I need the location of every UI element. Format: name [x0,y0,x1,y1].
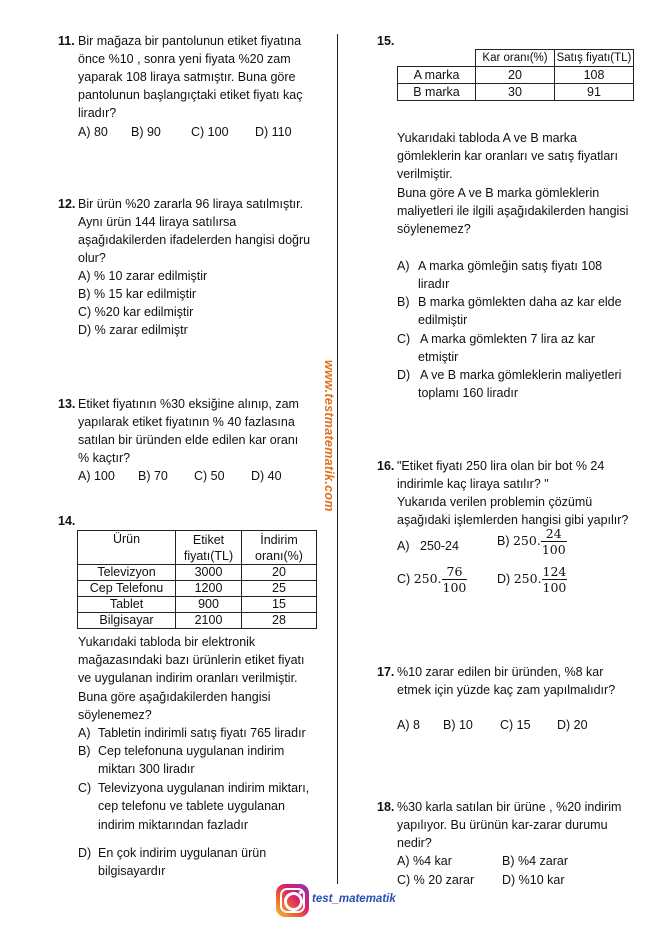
question-text: Buna göre aşağıdakilerden hangisi [78,690,271,704]
option-text: cep telefonu ve tablete uygulanan [98,799,285,813]
option-base: 250. [513,570,542,586]
option-label: B) [497,533,510,548]
question-text: Yukarıda verilen problemin çözümü [397,495,593,509]
option-text: En çok indirim uygulanan ürün [98,846,267,860]
option-d[interactable]: D) 40 [251,469,282,483]
table-row [398,67,634,84]
option-text: indirim miktarından fazladır [98,818,249,832]
question-text: pantolunun başlangıçtaki etiket fiyatı kaç [78,88,303,102]
option-label: C) [397,571,411,586]
option-text: B marka gömlekten daha az kar elde [418,295,622,309]
question-number: 17. [377,665,395,679]
question-text: % kaçtır? [78,451,131,465]
option-d[interactable]: D) %10 kar [502,873,565,887]
question-text: mağazasındaki bazı ürünlerin etiket fiyatı [78,653,305,667]
question-text: gömleklerin kar oranları ve satış fiyatları [397,149,618,163]
table-cell: 1200 [176,581,242,597]
question-text: Yukarıdaki tabloda bir elektronik [78,635,256,649]
option-c[interactable]: C) %20 kar edilmiştir [78,305,194,319]
option-d[interactable]: D) 110 [255,125,292,139]
table-cell: 28 [242,613,317,629]
option-d[interactable] [497,564,567,595]
table-cell: 15 [242,597,317,613]
table-row [398,84,634,101]
question-text: etmek için yüzde kaç zam yapılmalıdır? [397,683,616,697]
option-b[interactable]: B) 10 [443,718,473,732]
option-c[interactable] [397,564,467,595]
option-a[interactable]: A) 80 [78,125,108,139]
option-d[interactable]: D) % zarar edilmiştr [78,323,188,337]
option-label: D) [397,368,411,382]
question-text: yaparak 108 liraya satmıştır. Buna göre [78,70,296,84]
option-label: B) [78,744,91,758]
table-header: Ürün [78,531,176,565]
question-text: satılan bir üründen elde edilen kar oranı [78,433,299,447]
fraction: $\frac{24}{100}$ [541,526,566,557]
table-header [398,50,476,67]
option-b[interactable]: B) % 15 kar edilmiştir [78,287,197,301]
fraction: $\frac{76}{100}$ [442,564,467,595]
option-b[interactable]: B) 90 [131,125,161,139]
option-text: A marka gömlekten 7 lira az kar [420,332,596,346]
column-divider [337,34,338,884]
option-text: toplamı 160 liradır [418,386,519,400]
question-text: önce %10 , sonra yeni fiyata %20 zam [78,52,291,66]
question-text: maliyetleri ile ilgili aşağıdakilerden hangisi [397,204,629,218]
question-number: 15. [377,34,395,48]
table-cell: Televizyon [78,565,176,581]
option-label: A) [397,539,410,553]
table-header: Kar oranı(%) [476,50,555,67]
option-text: A marka gömleğin satış fiyatı 108 [418,259,603,273]
table-header: Etiket fiyatı(TL) [176,531,242,565]
question-text: söylenemez? [397,222,471,236]
table-cell: 3000 [176,565,242,581]
table-cell: B marka [398,84,476,101]
option-label: B) [397,295,410,309]
option-text: bilgisayardır [98,864,166,878]
option-d[interactable]: D) 20 [557,718,588,732]
table-cell: 2100 [176,613,242,629]
question-text: aşağıdaki işlemlerden hangisi gibi yapılır? [397,513,629,527]
watermark: www.testmatematik.com [322,360,336,512]
question-number: 12. [58,197,76,211]
question-text: Etiket fiyatının %30 eksiğine alınıp, zam [78,397,299,411]
option-base: 250. [512,532,541,548]
option-c[interactable]: C) 100 [191,125,229,139]
question-text: Bir ürün %20 zararla 96 liraya satılmıştır. [78,197,304,211]
option-text: edilmiştir [418,313,468,327]
option-text: etmiştir [418,350,459,364]
table-cell: Tablet [78,597,176,613]
option-label: A) [78,726,91,740]
option-a[interactable]: A) %4 kar [397,854,452,868]
question-number: 16. [377,459,395,473]
question-text: %30 karla satılan bir ürüne , %20 indirim [397,800,622,814]
table-cell: 108 [555,67,634,84]
table-row [78,613,317,629]
option-a[interactable]: A) % 10 zarar edilmiştir [78,269,208,283]
question-text: aşağıdakilerden ifadelerden hangisi doğru [78,233,311,247]
option-text: miktarı 300 liradır [98,762,195,776]
question-text: söylenemez? [78,708,152,722]
question-text: indirimle kaç liraya satılır? " [397,477,549,491]
table-cell: 900 [176,597,242,613]
option-a[interactable]: A) 8 [397,718,420,732]
instagram-handle[interactable]: test_matematik [312,893,396,905]
table-row [78,581,317,597]
option-a[interactable]: A) 100 [78,469,115,483]
table-cell: 25 [242,581,317,597]
question-text: nedir? [397,836,432,850]
option-base: 250. [413,570,442,586]
table-cell: 20 [476,67,555,84]
product-table [77,530,317,629]
option-text: Cep telefonuna uygulanan indirim [98,744,285,758]
question-text: Bir mağaza bir pantolunun etiket fiyatına [78,34,302,48]
table-header: Satış fiyatı(TL) [555,50,634,67]
fraction: $\frac{124}{100}$ [542,564,567,595]
option-c[interactable]: C) 50 [194,469,225,483]
option-b[interactable]: B) 70 [138,469,168,483]
table-row [78,597,317,613]
question-text: liradır? [78,106,117,120]
table-row [78,565,317,581]
question-number: 13. [58,397,76,411]
question-text: verilmiştir. [397,167,453,181]
option-label: C) [78,781,92,795]
question-text: yapılıyor. Bu ürünün kar-zarar durumu [397,818,608,832]
option-c[interactable]: C) 15 [500,718,531,732]
question-text: Yukarıdaki tabloda A ve B marka [397,131,577,145]
question-text: yapılarak etiket fiyatının % 40 fazlasına [78,415,295,429]
option-label: D) [78,846,92,860]
table-cell: 20 [242,565,317,581]
question-number: 11. [58,34,75,48]
option-label: A) [397,259,410,273]
option-label: D) [497,571,511,586]
option-text: A ve B marka gömleklerin maliyetleri [420,368,622,382]
option-label: C) [397,332,411,346]
brand-table [397,49,634,101]
question-text: olur? [78,251,106,265]
question-text: Aynı ürün 144 liraya satılırsa [78,215,237,229]
table-cell: Cep Telefonu [78,581,176,597]
table-header: İndirim oranı(%) [242,531,317,565]
question-text: Buna göre A ve B marka gömleklerin [397,186,600,200]
option-c[interactable]: C) % 20 zarar [397,873,475,887]
option-text: Tabletin indirimli satış fiyatı 765 liradır [98,726,306,740]
table-cell: A marka [398,67,476,84]
table-cell: Bilgisayar [78,613,176,629]
question-number: 14. [58,514,76,528]
question-number: 18. [377,800,395,814]
option-b[interactable] [497,526,567,557]
option-text: 250-24 [420,539,459,553]
table-cell: 91 [555,84,634,101]
option-b[interactable]: B) %4 zarar [502,854,568,868]
question-text: ve uygulanan indirim oranları verilmiştir. [78,671,298,685]
option-text: liradır [418,277,450,291]
instagram-icon[interactable] [276,884,309,917]
table-cell: 30 [476,84,555,101]
question-text: "Etiket fiyatı 250 lira olan bir bot % 24 [397,459,605,473]
option-text: Televizyona uygulanan indirim miktarı, [98,781,310,795]
question-text: %10 zarar edilen bir üründen, %8 kar [397,665,604,679]
